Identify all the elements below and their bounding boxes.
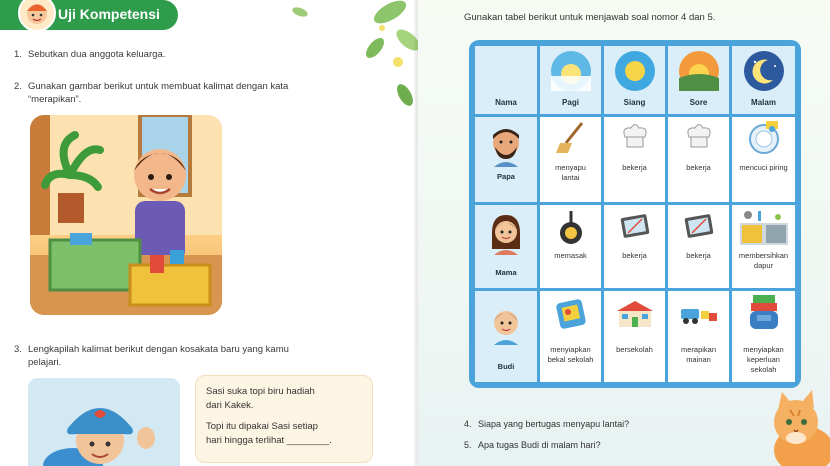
question-4: 4. Siapa yang bertugas menyapu lantai? <box>464 419 630 429</box>
task-budi-pagi: menyiapkan bekal sekolah <box>540 291 601 382</box>
task-budi-sore: merapikan mainan <box>668 291 729 382</box>
tablet-icon <box>684 213 714 239</box>
time-label-pagi: Pagi <box>562 98 579 107</box>
frying-pan-icon <box>555 209 587 245</box>
mother-avatar-icon <box>488 213 524 255</box>
chef-hat-icon <box>621 123 649 149</box>
corner-cell <box>475 46 537 114</box>
sunrise-icon <box>550 50 592 92</box>
task-mama-pagi: memasak <box>540 205 601 288</box>
chef-hat-icon <box>685 123 713 149</box>
moon-icon <box>743 50 785 92</box>
child-avatar-icon <box>18 0 56 32</box>
corner-label: Nama <box>495 98 517 107</box>
kitchen-icon <box>738 207 790 247</box>
son-avatar-icon <box>489 305 523 345</box>
task-budi-malam: menyiapkan keperluan sekolah <box>732 291 795 382</box>
task-mama-sore: bekerja <box>668 205 729 288</box>
sun-icon <box>614 50 656 92</box>
task-mama-malam: membersihkan dapur <box>732 205 795 288</box>
school-supplies-icon <box>747 293 781 333</box>
school-building-icon <box>615 299 655 329</box>
task-papa-sore: bekerja <box>668 117 729 202</box>
lunchbox-icon <box>555 295 587 331</box>
broom-icon <box>554 121 588 155</box>
task-mama-siang: bekerja <box>604 205 665 288</box>
row-header-papa <box>475 117 537 202</box>
dishes-icon <box>746 119 782 155</box>
girl-with-hat-illustration <box>28 378 180 466</box>
sunset-icon <box>678 50 720 92</box>
time-label-sore: Sore <box>689 98 708 107</box>
right-page <box>418 0 830 466</box>
time-header-siang <box>604 46 665 114</box>
sentence-line-1: Sasi suka topi biru hadiah <box>206 386 315 397</box>
family-task-table <box>469 40 801 388</box>
section-banner <box>0 0 178 30</box>
task-papa-malam: mencuci piring <box>732 117 795 202</box>
time-header-pagi <box>540 46 601 114</box>
section-title: Uji Kompetensi <box>58 6 160 22</box>
row-label-papa: Papa <box>497 172 515 181</box>
task-budi-siang: bersekolah <box>604 291 665 382</box>
cat-illustration <box>754 380 830 466</box>
sentence-line-2: dari Kakek. <box>206 400 254 411</box>
row-header-mama <box>475 205 537 288</box>
time-header-malam <box>732 46 795 114</box>
boy-tidying-toys-illustration <box>30 115 222 315</box>
time-header-sore <box>668 46 729 114</box>
leaves-decoration <box>280 0 418 140</box>
sentence-line-3: Topi itu dipakai Sasi setiap <box>206 421 318 432</box>
table-instruction: Gunakan tabel berikut untuk menjawab soal nomor 4 dan 5. <box>464 12 716 23</box>
father-avatar-icon <box>488 125 524 167</box>
question-5: 5. Apa tugas Budi di malam hari? <box>464 440 601 450</box>
row-label-budi: Budi <box>497 362 515 371</box>
time-label-malam: Malam <box>751 98 776 107</box>
time-label-siang: Siang <box>623 98 646 107</box>
question-3: 3. Lengkapilah kalimat berikut dengan kosakata baru yang kamu pelajari. <box>14 344 289 368</box>
task-papa-siang: bekerja <box>604 117 665 202</box>
sentence-line-4: hari hingga terlihat ________. <box>206 435 332 446</box>
tablet-icon <box>620 213 650 239</box>
row-header-budi <box>475 291 537 382</box>
question-1: 1. Sebutkan dua anggota keluarga. <box>14 49 166 60</box>
toys-icon <box>679 301 719 327</box>
task-papa-pagi: menyapu lantai <box>540 117 601 202</box>
sentence-box <box>195 375 373 463</box>
question-2: 2. Gunakan gambar berikut untuk membuat kalimat dengan kata “merapikan”. <box>14 81 289 105</box>
row-label-mama: Mama <box>495 268 517 277</box>
